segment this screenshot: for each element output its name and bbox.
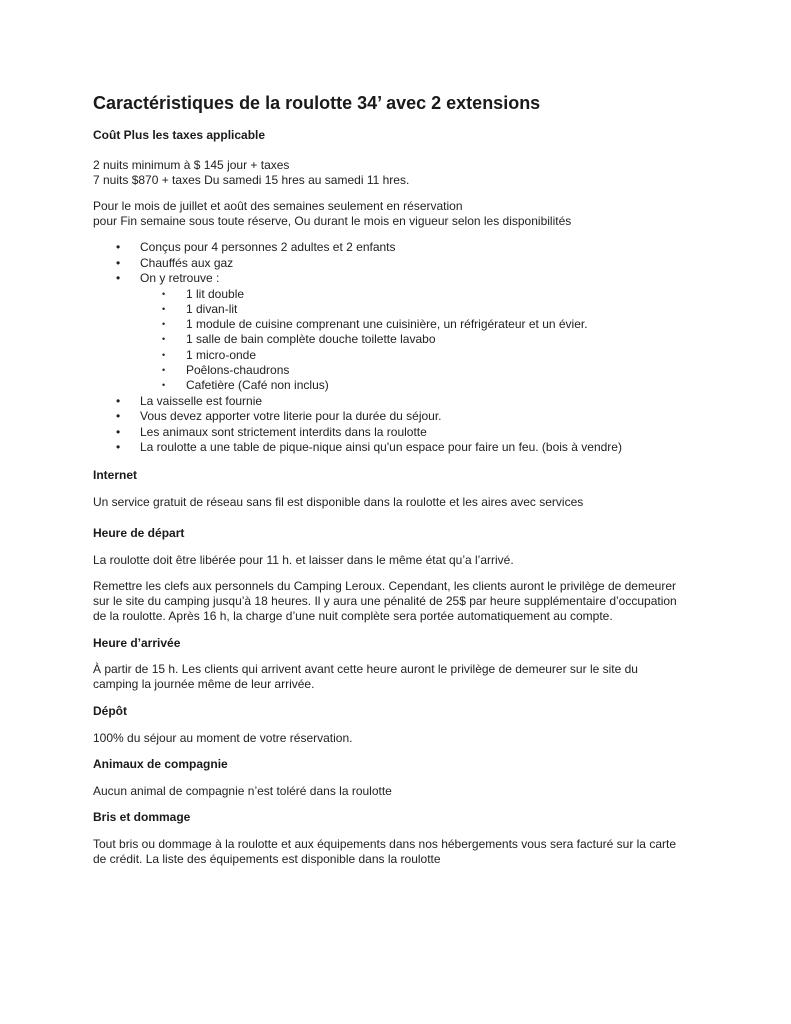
list-item: • 1 module de cuisine comprenant une cuisinière, un réfrigérateur et un évier. [140, 317, 733, 332]
summer-line: pour Fin semaine sous toute réserve, Ou durant le mois en vigueur selon les disponibilités [93, 214, 572, 228]
list-item: • La vaisselle est fournie [93, 394, 733, 410]
summer-line: Pour le mois de juillet et août des semaines seulement en réservation [93, 199, 463, 213]
arrival-text-line: camping la journée même de leur arrivée. [93, 676, 315, 691]
pets-text: Aucun animal de compagnie n’est toléré dans la roulotte [93, 783, 392, 798]
pricing-block [93, 158, 733, 188]
list-item-on-y-retrouve [93, 271, 733, 394]
depart-details-line: sur le site du camping jusqu’à 18 heures. Il y aura une pénalité de 25$ par heure supplémentaire d’occupation [93, 593, 677, 608]
list-item-label: On y retrouve : [140, 271, 220, 285]
depart-text: La roulotte doit être libérée pour 11 h. et laisser dans le même état qu’a l’arrivé. [93, 552, 514, 567]
list-item: • Poêlons-chaudrons [140, 363, 733, 378]
deposit-text: 100% du séjour au moment de votre réservation. [93, 730, 353, 745]
features-list [93, 240, 733, 456]
damage-text [93, 837, 733, 867]
list-item: • 1 salle de bain complète douche toilette lavabo [140, 332, 733, 347]
list-item: • Chauffés aux gaz [93, 256, 733, 272]
depart-details-line: Remettre les clefs aux personnels du Camping Leroux. Cependant, les clients auront le privilège de demeurer [93, 578, 676, 593]
equipment-list [140, 287, 733, 394]
internet-text: Un service gratuit de réseau sans fil est disponible dans la roulotte et les aires avec services [93, 494, 584, 509]
list-item: • Conçus pour 4 personnes 2 adultes et 2 enfants [93, 240, 733, 256]
depart-details-line: de la roulotte. Après 16 h, la charge d’une nuit complète sera portée automatiquement au compte. [93, 608, 613, 623]
list-item: • Les animaux sont strictement interdits dans la roulotte [93, 425, 733, 441]
document-content [93, 92, 733, 867]
depart-details [93, 579, 733, 624]
summer-block [93, 199, 733, 229]
damage-heading: Bris et dommage [93, 809, 191, 824]
list-item: • La roulotte a une table de pique-nique ainsi qu'un espace pour faire un feu. (bois à vendre) [93, 440, 733, 456]
damage-text-line: Tout bris ou dommage à la roulotte et aux équipements dans nos hébergements vous sera facturé sur la carte [93, 836, 676, 851]
list-item: • Vous devez apporter votre literie pour la durée du séjour. [93, 409, 733, 425]
list-item: • 1 lit double [140, 287, 733, 302]
page-title: Caractéristiques de la roulotte 34’ avec 2 extensions [93, 93, 541, 113]
depart-heading: Heure de départ [93, 525, 185, 540]
pricing-line: 2 nuits minimum à $ 145 jour + taxes [93, 158, 290, 172]
arrival-text [93, 662, 733, 692]
pets-heading: Animaux de compagnie [93, 756, 228, 771]
pricing-line: 7 nuits $870 + taxes Du samedi 15 hres au samedi 11 hres. [93, 173, 410, 187]
deposit-heading: Dépôt [93, 703, 127, 718]
internet-heading: Internet [93, 467, 138, 482]
list-item: • Cafetière (Café non inclus) [140, 378, 733, 393]
damage-text-line: de crédit. La liste des équipements est disponible dans la roulotte [93, 851, 441, 866]
arrival-heading: Heure d’arrivée [93, 635, 181, 650]
arrival-text-line: À partir de 15 h. Les clients qui arrivent avant cette heure auront le privilège de demeurer sur le site du [93, 661, 638, 676]
list-item: • 1 divan-lit [140, 302, 733, 317]
list-item: • 1 micro-onde [140, 348, 733, 363]
cost-heading: Coût Plus les taxes applicable [93, 128, 266, 142]
